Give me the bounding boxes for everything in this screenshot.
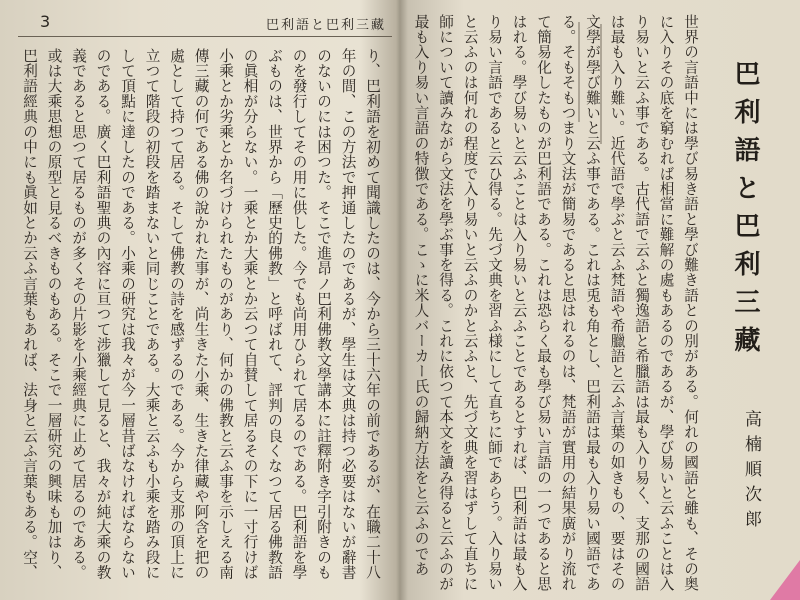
chapter-title: 巴利語と巴利三藏 — [730, 60, 760, 364]
page-number: 3 — [40, 12, 51, 31]
left-page — [0, 0, 396, 600]
left-page-body-text: り、巴利語を初めて聞識したのは、今から三十六年の前であるが、在職二十八年の間、この方法で押通したのであるが、學生は文典は持つ必要はないが辭書のないのには困つた。そこで進昂ノ巴利佛教文學講本に註釋附き字引附きのものを發行してその用に供した。今でも尚用ひられて居るのである。巴利語を學ぶものは、世界から「歷史的佛教」と呼ばれて、評判の良くなつて居る佛教語の眞相が分らない。一乘とか大乘とか云つて自賛して居るその下に一寸行けば小乘とか劣乘とか名づけられたものがあり、何かの佛教と云ふ事を示しえる南傳三藏の何である佛の說かれた事が、尚生きた小乘、生きた律藏や阿含を把の處として持つて居る。そして佛教の詩を感ずるのである。今から支那の頂上に立つて階段の初段を踏まないと同じことである。大乘と云ふも小乘を踏み段にして頂點に達したのである。小乘の研究は我々が今一層昔ばなければならないのである。廣く巴利語聖典の內容に亘つて涉獵して見ると、我々が純大乘の教義であると思つて居るものが多くその片影を小乘經典に止めて居るのである。或は大乘思想の原型と見るべきものもある。そこで一層研究の興味も加はり、巴利語經典の中にも眞如とか云ふ言葉もあれば、法身と云ふ言葉もある。空、 — [21, 48, 381, 580]
header-rule — [18, 36, 392, 37]
right-page — [404, 0, 800, 600]
right-page-body-text: 世界の言語中には學び易き語と學び難き語との別がある。何れの國語と雖も、その奥に入りその底を窮むれば相當に難解の處もあるのであるが、學び易いと云ふことは入り易いと云ふ事である。古代語で云ふと獨逸語と希臘語は最も入り易く、支那の國語は最も入り難い。近代語で學ぶと云ふ梵語や希臘語と云ふ言葉の如きもの、要はその文學が學び難いと云ふ事である。これは兎も角とし、巴利語は最も入り易い國語である。そもそもつまり文法が簡易であると思はれるのは、梵語が實用の結果廣がり流れて簡易化したものが巴利語である。これは恐らく最も學び易い言語の一つであると思はれる。學び易いと云ふことは入り易いと云ふことであるとすれば、巴利語は最も入り易い言語であると云ひ得る。先づ文典を習ふ様にして直ちに師であらう。入り易いと云ふのは何れの程度で入り易いと云ふのかと云ふと、先づ文典を習はずして直ちに師について讀みながら文法を學ぶ事を得る。これに依つて本文を讀み得ると云ふのが最も入り易い言語の特徴である。こゝに米人バーカー氏の歸納方法をと云ふのであ — [412, 14, 699, 592]
author-name: 高楠順次郞 — [741, 410, 761, 535]
margin-mark — [578, 22, 580, 122]
margin-mark — [600, 24, 602, 144]
running-head: 巴利語と巴利三藏 — [265, 18, 386, 33]
